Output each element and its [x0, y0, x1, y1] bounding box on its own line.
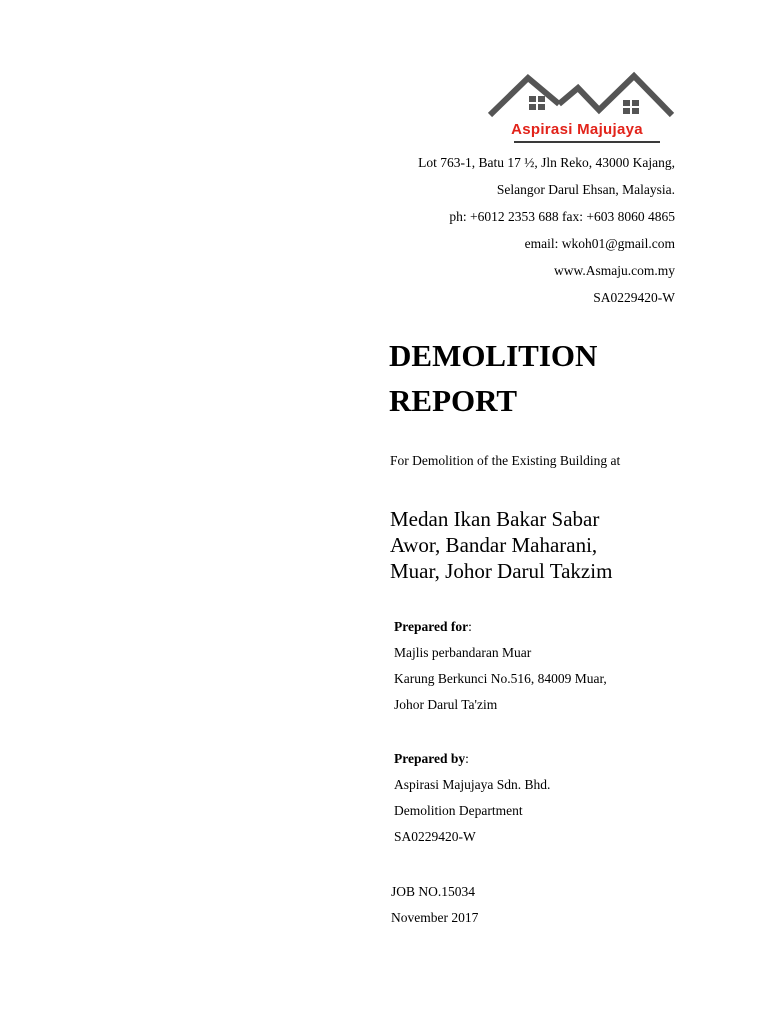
prepared-by-heading: Prepared by:	[394, 751, 469, 766]
job-number: JOB NO.15034	[391, 884, 476, 899]
website: www.Asmaju.com.my	[554, 263, 675, 278]
job-info	[391, 879, 478, 931]
address-line-2: Selangor Darul Ehsan, Malaysia.	[496, 182, 675, 197]
report-subtitle: For Demolition of the Existing Building at	[390, 453, 621, 468]
prepared-by-line-3: SA0229420-W	[394, 829, 476, 844]
prepared-by-section	[394, 746, 550, 850]
email: email: wkoh01@gmail.com	[524, 236, 675, 251]
title-line-2: REPORT	[389, 383, 518, 418]
location-line-2: Awor, Bandar Maharani,	[390, 533, 598, 557]
site-location	[390, 506, 612, 584]
location-line-3: Muar, Johor Darul Takzim	[390, 559, 613, 583]
logo-underline	[514, 141, 660, 143]
prepared-for-section	[394, 614, 607, 718]
prepared-for-line-3: Johor Darul Ta'zim	[394, 697, 498, 712]
report-date: November 2017	[391, 910, 479, 925]
prepared-by-line-2: Demolition Department	[394, 803, 523, 818]
prepared-for-line-2: Karung Berkunci No.516, 84009 Muar,	[394, 671, 607, 686]
prepared-for-line-1: Majlis perbandaran Muar	[394, 645, 532, 660]
prepared-by-line-1: Aspirasi Majujaya Sdn. Bhd.	[394, 777, 551, 792]
registration-number: SA0229420-W	[593, 290, 675, 305]
logo-text: Aspirasi Majujaya	[511, 121, 643, 138]
location-line-1: Medan Ikan Bakar Sabar	[390, 507, 600, 531]
prepared-for-heading: Prepared for:	[394, 619, 472, 634]
house-roof-icon	[486, 68, 676, 124]
company-address	[418, 149, 675, 311]
company-logo	[486, 68, 676, 148]
title-line-1: DEMOLITION	[389, 338, 598, 373]
report-title	[389, 333, 597, 423]
address-line-1: Lot 763-1, Batu 17 ½, Jln Reko, 43000 Kajang,	[418, 155, 675, 170]
phone-fax: ph: +6012 2353 688 fax: +603 8060 4865	[449, 209, 675, 224]
